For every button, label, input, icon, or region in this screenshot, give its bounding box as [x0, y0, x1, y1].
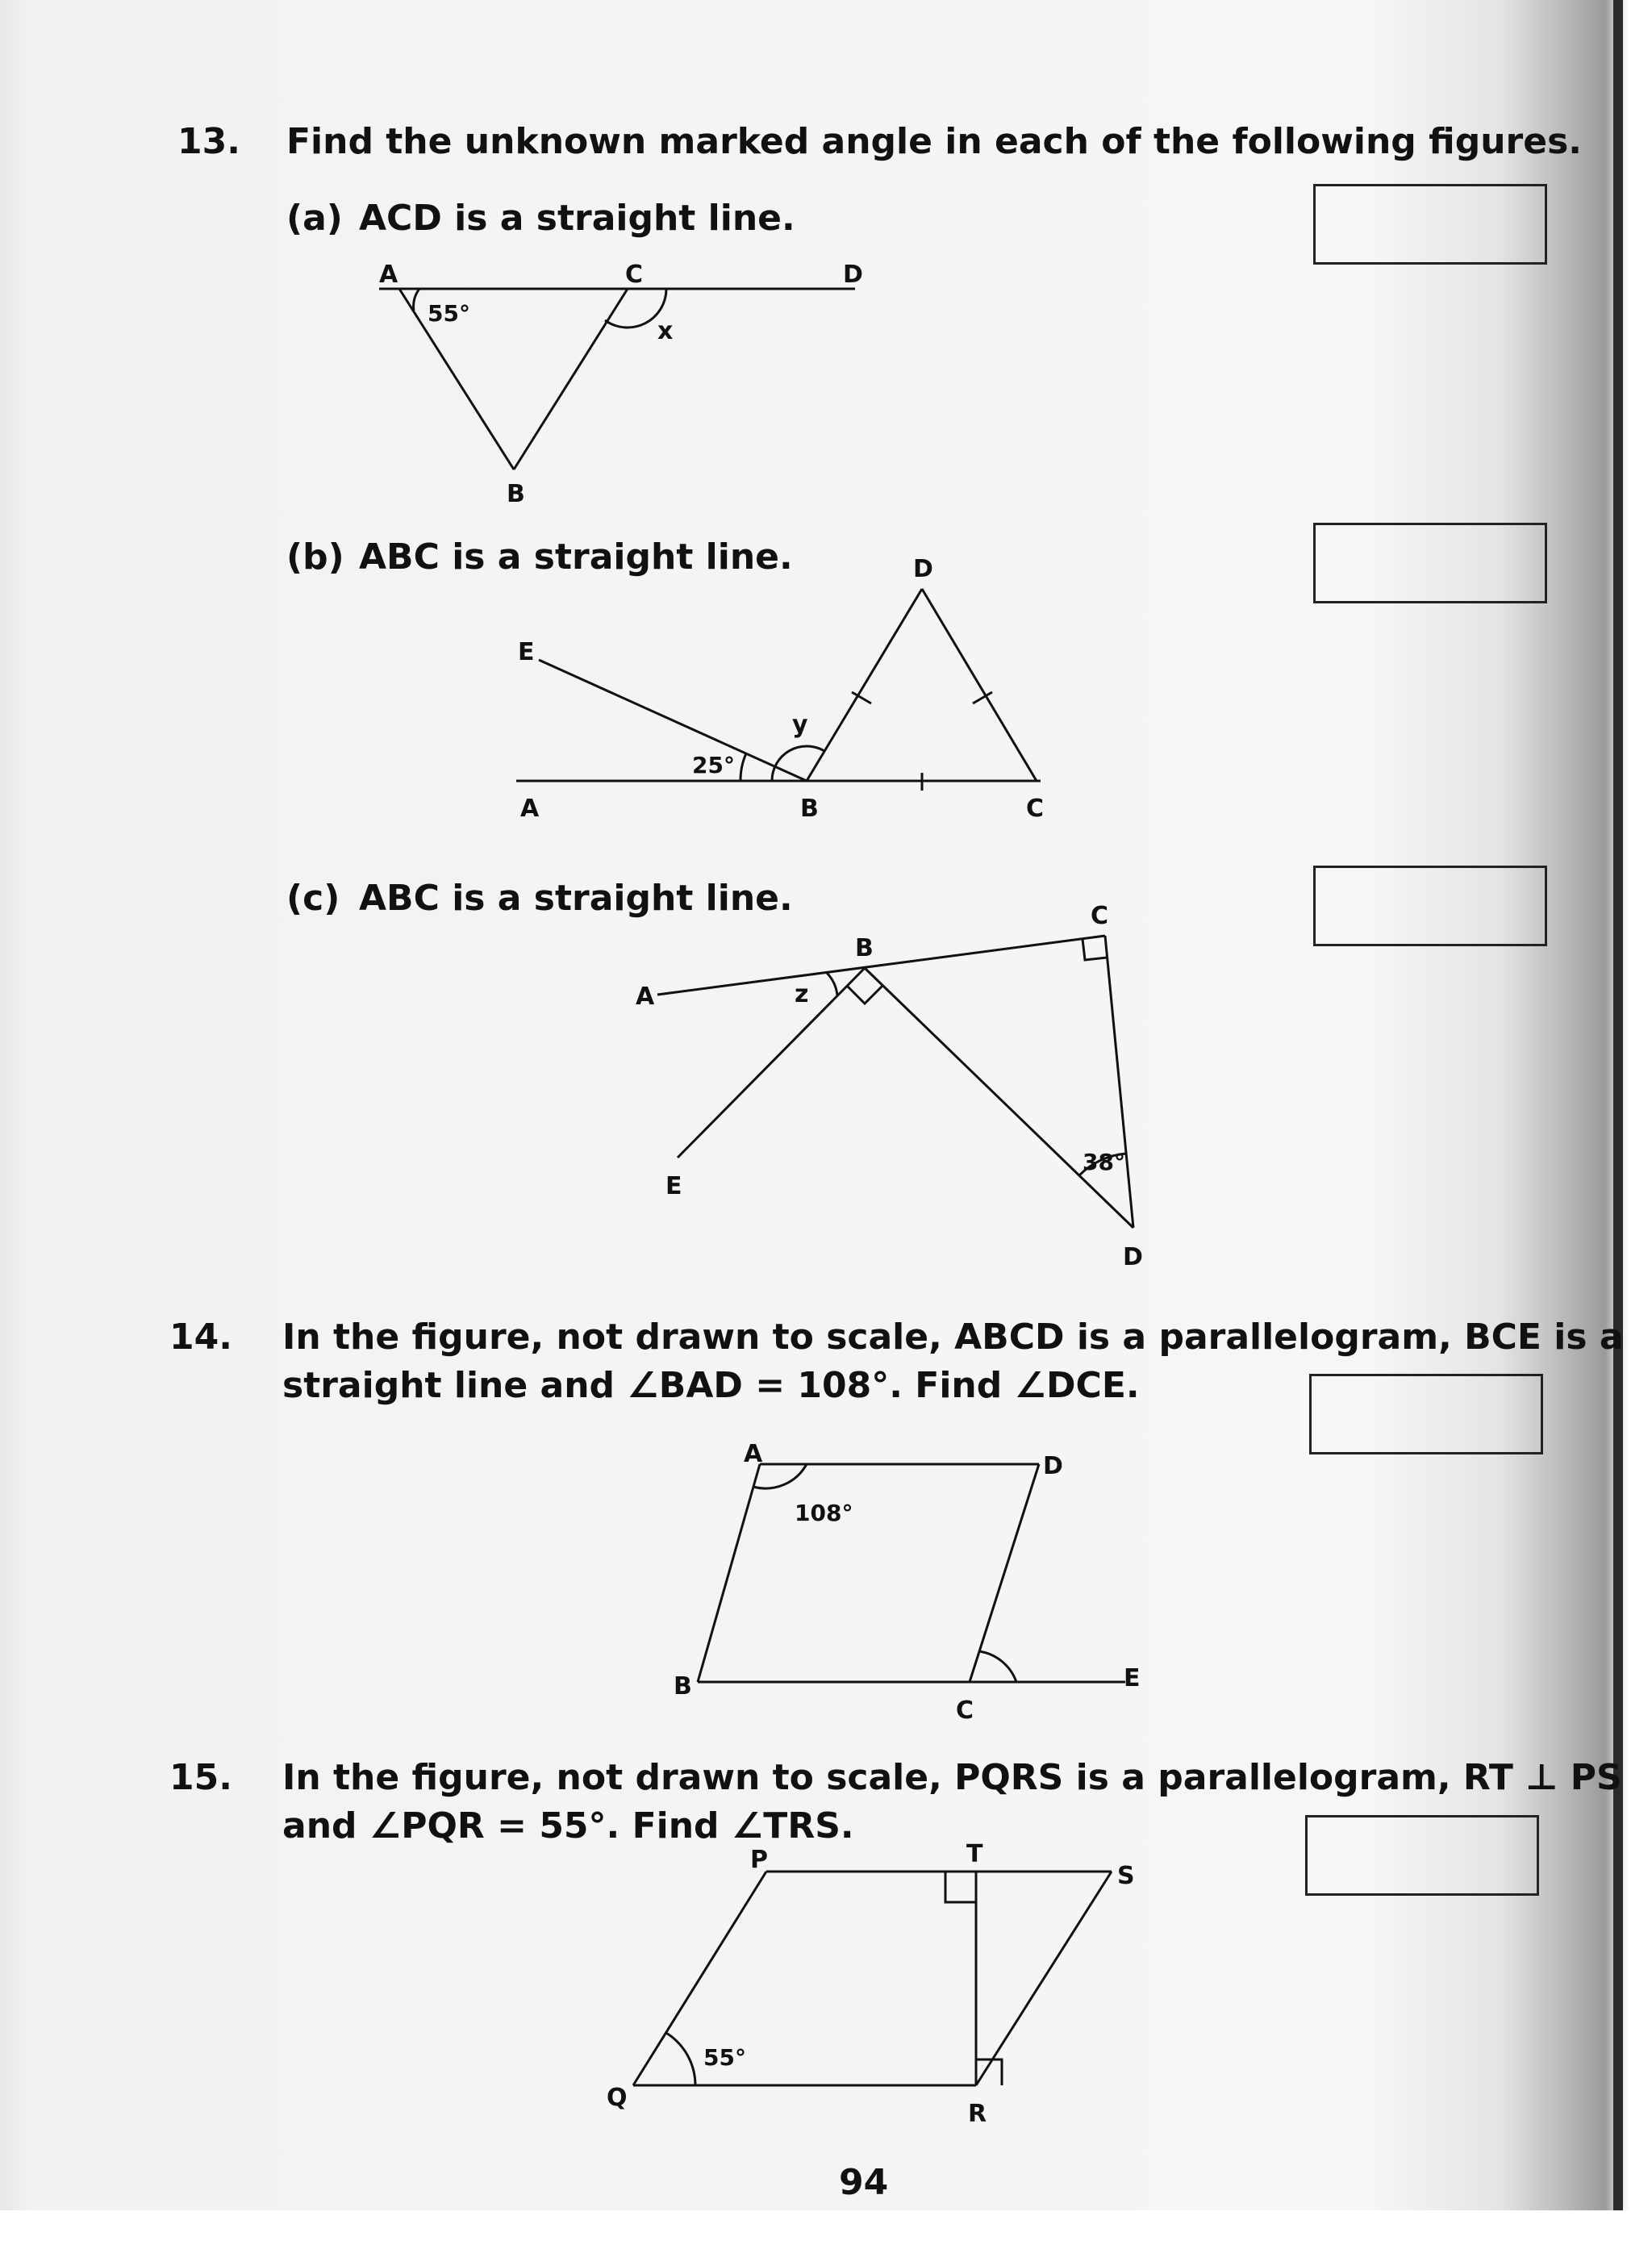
q13-prompt: Find the unknown marked angle in each of the following figures. — [286, 121, 1582, 162]
q14-line2: straight line and ∠BAD = 108°. Find ∠DCE. — [282, 1365, 1140, 1406]
point-b: B — [674, 1672, 692, 1701]
point-e: E — [1124, 1664, 1141, 1692]
point-b: B — [507, 480, 525, 508]
right-angle-t — [945, 1872, 976, 1902]
q13-number: 13. — [177, 121, 240, 162]
point-b: B — [800, 795, 819, 823]
point-d: D — [1123, 1243, 1143, 1271]
angle-label-z: z — [795, 980, 809, 1008]
point-b: B — [855, 934, 874, 962]
q14-line1: In the figure, not drawn to scale, ABCD is a parallelogram, BCE is a — [282, 1317, 1624, 1358]
point-d: D — [913, 555, 933, 583]
point-s: S — [1117, 1862, 1135, 1890]
point-r: R — [968, 2100, 987, 2128]
q13c-label: (c) — [286, 878, 340, 919]
angle-label-x: x — [657, 317, 674, 345]
line-pq — [633, 1872, 766, 2085]
q13a-label: (a) — [286, 198, 343, 239]
point-c: C — [1091, 902, 1109, 930]
angle-label-25: 25° — [692, 752, 735, 778]
q13a-text: ACD is a straight line. — [359, 198, 795, 239]
point-a: A — [636, 983, 655, 1011]
point-e: E — [665, 1172, 682, 1200]
point-e: E — [518, 638, 535, 666]
angle-label-55: 55° — [428, 300, 470, 327]
point-c: C — [956, 1696, 974, 1725]
angle-label-55: 55° — [703, 2044, 746, 2071]
q13b-text: ABC is a straight line. — [359, 536, 793, 578]
angle-label-y: y — [792, 711, 808, 739]
angle-arc-55 — [666, 2033, 695, 2085]
q14-number: 14. — [169, 1317, 232, 1358]
page-bottom-margin — [0, 2210, 1652, 2241]
point-a: A — [379, 261, 398, 289]
angle-label-38: 38° — [1083, 1149, 1125, 1175]
page-number: 94 — [839, 2162, 889, 2203]
q15-line2: and ∠PQR = 55°. Find ∠TRS. — [282, 1805, 854, 1847]
point-a: A — [520, 795, 540, 823]
angle-label-108: 108° — [795, 1500, 853, 1526]
point-d: D — [843, 261, 863, 289]
point-d: D — [1043, 1452, 1063, 1480]
q13b-label: (b) — [286, 536, 344, 578]
line-sr — [976, 1872, 1112, 2085]
point-a: A — [744, 1440, 763, 1468]
point-t: T — [966, 1840, 983, 1868]
point-p: P — [750, 1846, 768, 1874]
q15-number: 15. — [169, 1757, 232, 1798]
point-q: Q — [607, 2084, 628, 2112]
point-c: C — [1026, 795, 1045, 823]
point-c: C — [625, 261, 644, 289]
q13c-text: ABC is a straight line. — [359, 878, 793, 919]
q15-line1: In the figure, not drawn to scale, PQRS is a parallelogram, RT ⊥ PS — [282, 1757, 1622, 1798]
